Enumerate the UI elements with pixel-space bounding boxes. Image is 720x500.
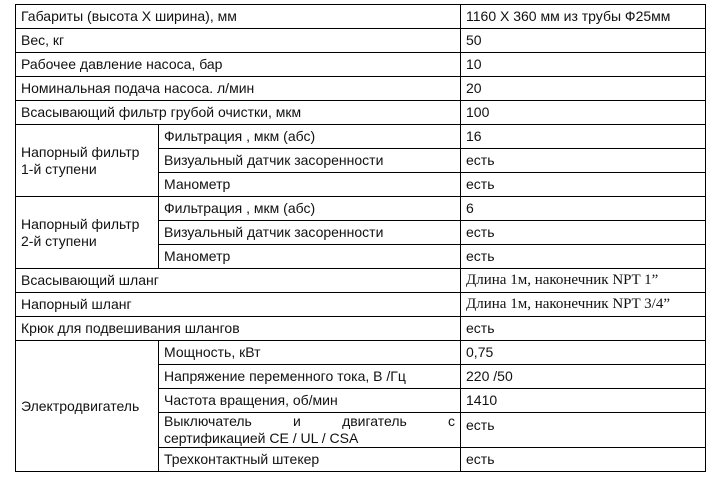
table-row-suction-filter: [16, 101, 706, 125]
cell-label: Всасывающий шланг: [16, 269, 461, 293]
cell-label: Напорный шланг: [16, 293, 461, 317]
cell-value: есть: [461, 245, 706, 269]
cell-label: Трехконтактный штекер: [159, 448, 461, 472]
cell-value: 50: [461, 29, 706, 53]
table-row-weight: [16, 29, 706, 53]
cell-value: 100: [461, 101, 706, 125]
cell-label: Всасывающий фильтр грубой очистки, мкм: [16, 101, 461, 125]
filter1-group-label: [16, 125, 159, 197]
cell-value: Длина 1м, наконечник NPT 1”: [461, 269, 706, 293]
table-row-motor-power: [16, 341, 706, 365]
table-row-pressure-hose: [16, 293, 706, 317]
cell-value: 6: [461, 197, 706, 221]
filter1-label-line1: Напорный фильтр: [21, 143, 140, 160]
cell-value: Длина 1м, наконечник NPT 3/4”: [461, 293, 706, 317]
switch-label-line1: Выключатель и двигатель с: [164, 413, 456, 429]
cell-label: Частота вращения, об/мин: [159, 389, 461, 413]
table-row-flow: [16, 77, 706, 101]
cell-value: 220 /50: [461, 365, 706, 389]
cell-label: Номинальная подача насоса. л/мин: [16, 77, 461, 101]
table-row-filter1-filtration: [16, 125, 706, 149]
cell-label: Фильтрация , мкм (абс): [159, 197, 461, 221]
filter2-label-line1: Напорный фильтр: [21, 215, 140, 232]
cell-value: есть: [461, 221, 706, 245]
filter2-label-line2: 2-й ступени: [21, 232, 97, 249]
cell-label: Габариты (высота Х ширина), мм: [16, 5, 461, 29]
motor-group-label: Электродвигатель: [16, 341, 159, 472]
filter1-label-line2: 1-й ступени: [21, 160, 97, 177]
cell-value: 0,75: [461, 341, 706, 365]
cell-value: 1160 Х 360 мм из трубы Ф25мм: [461, 5, 706, 29]
table-row-pressure: [16, 53, 706, 77]
cell-label: Визуальный датчик засоренности: [159, 149, 461, 173]
cell-label: Вес, кг: [16, 29, 461, 53]
cell-value: есть: [461, 149, 706, 173]
table-row-dimensions: [16, 5, 706, 29]
filter2-group-label: [16, 197, 159, 269]
table-row-suction-hose: [16, 269, 706, 293]
cell-value: 1410: [461, 389, 706, 413]
cell-value: 20: [461, 77, 706, 101]
cell-value: есть: [461, 413, 706, 448]
cell-label: Манометр: [159, 173, 461, 197]
cell-label: Крюк для подвешивания шлангов: [16, 317, 461, 341]
cell-label: Фильтрация , мкм (абс): [159, 125, 461, 149]
table-row-filter2-filtration: [16, 197, 706, 221]
cell-label: [159, 413, 461, 448]
cell-label: Манометр: [159, 245, 461, 269]
table-row-hook: [16, 317, 706, 341]
cell-value: есть: [461, 448, 706, 472]
cell-label: Визуальный датчик засоренности: [159, 221, 461, 245]
spec-table: [15, 4, 706, 472]
cell-label: Рабочее давление насоса, бар: [16, 53, 461, 77]
cell-value: есть: [461, 317, 706, 341]
cell-value: есть: [461, 173, 706, 197]
switch-label-line2: сертификацией CE / UL / CSA: [164, 430, 359, 446]
cell-value: 16: [461, 125, 706, 149]
cell-label: Мощность, кВт: [159, 341, 461, 365]
cell-value: 10: [461, 53, 706, 77]
cell-label: Напряжение переменного тока, В /Гц: [159, 365, 461, 389]
